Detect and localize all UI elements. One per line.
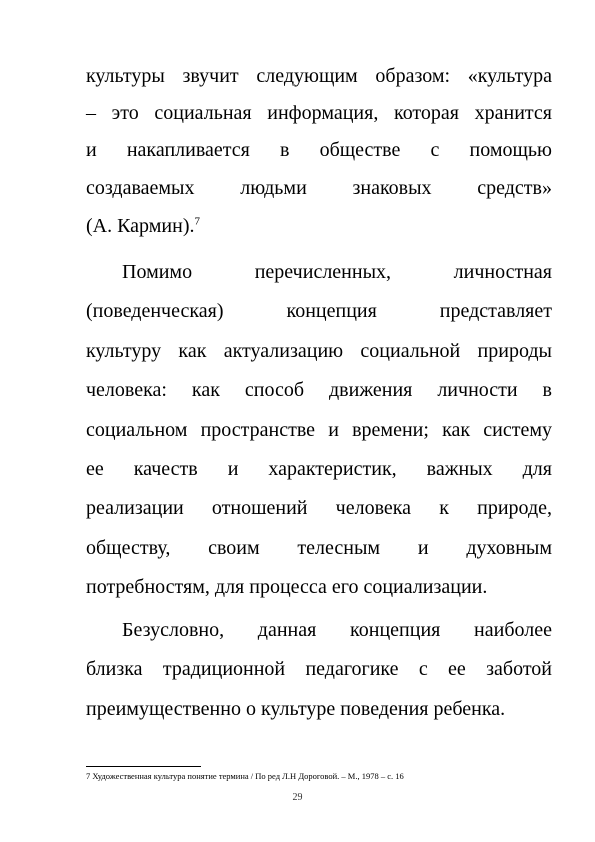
footnote-marker: 7 <box>86 771 91 781</box>
body-line-1: культуры звучит следующим образом: «культура <box>86 65 552 87</box>
body-line-5 <box>86 214 552 238</box>
body-line-15: Безусловно, данная концепция наиболее <box>122 619 552 641</box>
footnote-text: Художественная культура понятие термина / По ред Л.Н Дороговой. – М., 1978 – с. 16 <box>92 771 404 781</box>
body-line-2: – это социальная информация, которая хранится <box>86 102 552 124</box>
body-line-5-text: (А. Кармин). <box>86 215 195 237</box>
body-line-7: (поведенческая) концепция представляет <box>86 300 552 322</box>
footnote-reference[interactable]: 7 <box>194 215 200 228</box>
body-line-8: культуру как актуализацию социальной природы <box>86 340 552 362</box>
body-line-4: создаваемых людьми знаковых средств» <box>86 177 552 199</box>
body-line-3: и накапливается в обществе с помощью <box>86 139 552 161</box>
footnote-separator <box>86 766 201 767</box>
body-line-11: ее качеств и характеристик, важных для <box>86 458 552 480</box>
page-number: 29 <box>292 792 303 803</box>
body-line-13: обществу, своим телесным и духовным <box>86 537 552 559</box>
body-line-16: близка традиционной педагогике с ее заботой <box>86 658 552 680</box>
footnote <box>86 771 552 782</box>
body-line-12: реализации отношений человека к природе, <box>86 497 552 519</box>
body-line-6: Помимо перечисленных, личностная <box>122 261 552 283</box>
body-line-14: потребностям, для процесса его социализации. <box>86 576 488 598</box>
body-line-9: человека: как способ движения личности в <box>86 379 552 401</box>
body-line-17: преимущественно о культуре поведения ребенка. <box>86 698 506 720</box>
body-line-10: социальном пространстве и времени; как систему <box>86 419 552 441</box>
